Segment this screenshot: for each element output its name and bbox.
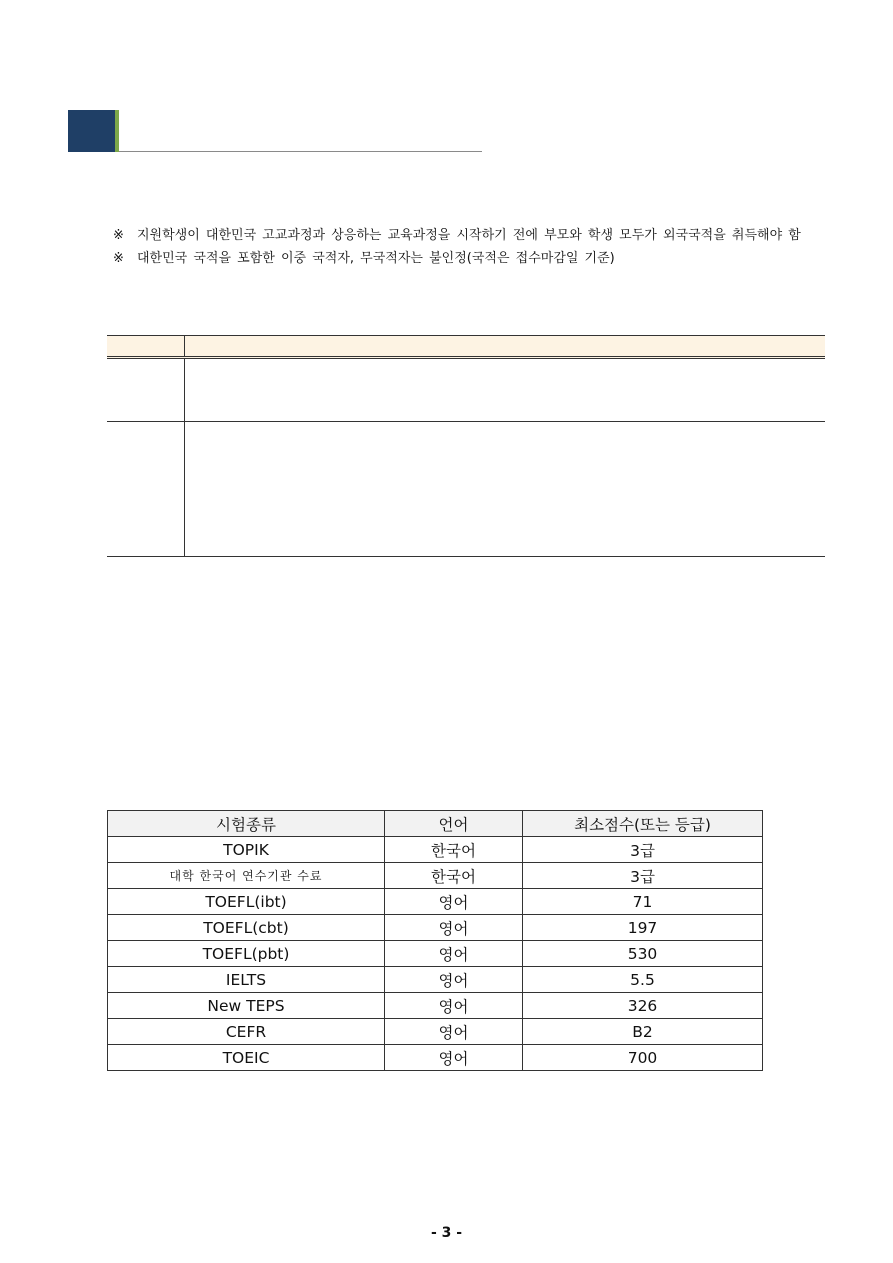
- exam-language: 영어: [385, 993, 523, 1019]
- section-header: [68, 110, 482, 153]
- section-header-rule: [119, 151, 482, 152]
- exam-name: TOEFL(cbt): [108, 915, 385, 941]
- exam-language: 한국어: [385, 863, 523, 889]
- table-header-row: [108, 811, 763, 837]
- table-cell: [185, 358, 826, 422]
- note-text: 대한민국 국적을 포함한 이중 국적자, 무국적자는 불인정(국적은 접수마감일 기준): [137, 251, 615, 266]
- table-cell: [185, 336, 826, 358]
- exam-name: 대학 한국어 연수기관 수료: [108, 863, 385, 889]
- page-number: - 3 -: [430, 1225, 463, 1241]
- note-mark: ※: [113, 251, 124, 266]
- exam-language: 영어: [385, 941, 523, 967]
- exam-min-score: 71: [523, 889, 763, 915]
- exam-name: TOEFL(ibt): [108, 889, 385, 915]
- header-min-score: 최소점수(또는 등급): [523, 811, 763, 837]
- exam-name: CEFR: [108, 1019, 385, 1045]
- exam-min-score: 197: [523, 915, 763, 941]
- table-row: [107, 358, 825, 422]
- table-row: [108, 941, 763, 967]
- note-item: [113, 224, 831, 247]
- table-cell: [107, 358, 185, 422]
- table-row: [108, 863, 763, 889]
- exam-name: TOEFL(pbt): [108, 941, 385, 967]
- note-mark: ※: [113, 228, 124, 243]
- table-row: [108, 967, 763, 993]
- table-cell: [107, 336, 185, 358]
- table-row: [108, 915, 763, 941]
- note-item: [113, 247, 831, 270]
- exam-min-score: B2: [523, 1019, 763, 1045]
- exam-language: 영어: [385, 1045, 523, 1071]
- table-row: [107, 422, 825, 557]
- section-header-accent: [115, 110, 119, 152]
- exam-min-score: 3급: [523, 837, 763, 863]
- table-header-row: [107, 336, 825, 358]
- exam-name: TOPIK: [108, 837, 385, 863]
- language-score-table: [107, 810, 763, 1071]
- exam-name: New TEPS: [108, 993, 385, 1019]
- table-row: [108, 837, 763, 863]
- table-row: [108, 993, 763, 1019]
- header-language: 언어: [385, 811, 523, 837]
- header-exam-type: 시험종류: [108, 811, 385, 837]
- exam-language: 영어: [385, 1019, 523, 1045]
- table-row: [108, 1019, 763, 1045]
- exam-min-score: 5.5: [523, 967, 763, 993]
- exam-min-score: 326: [523, 993, 763, 1019]
- note-text: 지원학생이 대한민국 고교과정과 상응하는 교육과정을 시작하기 전에 부모와 학생 모두가 외국국적을 취득해야 함: [137, 228, 801, 243]
- exam-name: TOEIC: [108, 1045, 385, 1071]
- requirements-table: [107, 335, 825, 557]
- section-header-box: [68, 110, 115, 152]
- exam-min-score: 530: [523, 941, 763, 967]
- exam-min-score: 3급: [523, 863, 763, 889]
- notes: [113, 224, 831, 270]
- table-row: [108, 1045, 763, 1071]
- exam-min-score: 700: [523, 1045, 763, 1071]
- table-row: [108, 889, 763, 915]
- exam-language: 영어: [385, 967, 523, 993]
- exam-language: 영어: [385, 915, 523, 941]
- table-cell: [107, 422, 185, 557]
- exam-name: IELTS: [108, 967, 385, 993]
- exam-language: 영어: [385, 889, 523, 915]
- exam-language: 한국어: [385, 837, 523, 863]
- table-cell: [185, 422, 826, 557]
